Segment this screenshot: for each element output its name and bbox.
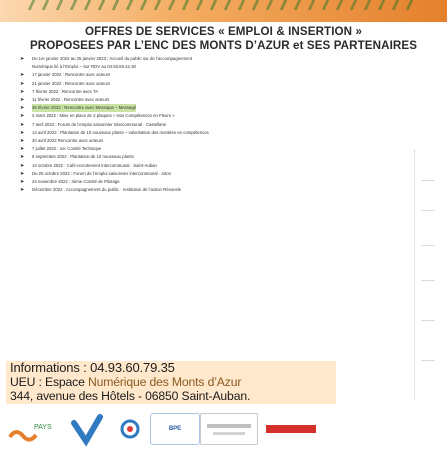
agenda-item-text: 2 mars 2022 : Mise en place de 2 plaques « Nos Compétences en Fleurs » <box>32 113 175 119</box>
agenda-item <box>20 145 412 153</box>
arrow-bullet-icon: ➤ <box>20 162 25 169</box>
blue-logo-label: BPE <box>168 426 182 432</box>
arrow-bullet-icon: ➤ <box>20 105 25 112</box>
arrow-bullet-icon: ➤ <box>20 187 25 194</box>
pays-logo-label: PAYS <box>34 424 52 431</box>
agenda-item <box>20 88 412 96</box>
agenda-list <box>20 55 412 194</box>
arrow-bullet-icon: ➤ <box>20 113 25 120</box>
contact-address-line-1 <box>6 375 336 389</box>
agenda-item <box>20 96 412 104</box>
agenda-item-text: 9 septembre 2022 : Plantation de 10 nouveaux plants <box>32 154 134 160</box>
agenda-item <box>20 121 412 129</box>
agenda-item-text: 13 octobre 2022 : Café-recrutement intercommunal · Saint-Auban <box>32 162 157 168</box>
agenda-item-text: 7 avril 2022 : Forum de l’emploi saisonnier intercommunal · Castellane <box>32 121 167 127</box>
agenda-item-text: Décembre 2022 : Accompagnement du public · restitution de l’action Résonsle <box>32 187 182 193</box>
agenda-item <box>20 112 412 120</box>
emploi-logo <box>70 413 114 447</box>
agenda-item-text: Du 1er janvier 2022 au 25 janvier 2023 : Accueil du public sur de l’accompagnement <box>32 56 193 61</box>
agenda-item-text: 20 avril 2022 Rencontre avec acteurs <box>32 138 104 144</box>
arrow-bullet-icon: ➤ <box>20 88 25 95</box>
agenda-item-text: Du 25 octobre 2022 : Forum de l’emploi saisonnier intercommunal · Aiton <box>32 170 172 176</box>
agenda-item-text: 7 juillet 2022 : 1er Comité Technique <box>32 146 102 152</box>
contact-phone: Informations : 04.93.60.79.35 <box>10 360 175 375</box>
partner-logo <box>200 413 258 445</box>
arrow-bullet-icon: ➤ <box>20 179 25 186</box>
top-banner-decoration <box>0 0 447 22</box>
agenda-item-text: 7 février 2022 : Rencontre avec TA <box>32 88 99 94</box>
arrow-bullet-icon: ➤ <box>20 97 25 104</box>
agenda-item-text: 24 novembre 2022 : 4ème Comité de Pilotage <box>32 179 120 185</box>
arrow-bullet-icon: ➤ <box>20 170 25 177</box>
agenda-item-text: 25 février 2022 : Rencontre avec Messique – Messagé <box>32 104 136 112</box>
page-title-line-1: OFFRES DE SERVICES « EMPLOI & INSERTION » <box>84 25 363 38</box>
page-title-line-2: PROPOSEES PAR L’ENC DES MONTS D’AZUR et SES PARTENAIRES <box>29 39 418 52</box>
agenda-item <box>20 153 412 161</box>
agenda-item-text: 14 avril 2022 : Plantation de 10 nouveaux plants – valorisation des montées en compétences <box>32 129 209 135</box>
side-decoration <box>414 150 441 400</box>
address-prefix: UEU : Espace <box>10 375 88 390</box>
red-logo <box>262 413 320 443</box>
contact-address-line-2: 344, avenue des Hôtels - 06850 Saint-Auban. <box>10 389 251 404</box>
agenda-item <box>20 80 412 88</box>
arrow-bullet-icon: ➤ <box>20 80 25 87</box>
agenda-item <box>20 162 412 170</box>
partner-logos <box>0 410 447 447</box>
agenda-item-text: 11 février 2022 : Rencontre avec acteurs <box>32 97 110 103</box>
agenda-item <box>20 71 412 79</box>
agenda-item-subtext: Numérique lié à l’Emploi – Sur RDV au 04.93.60.42.30 <box>32 64 136 70</box>
agenda-item-text: 21 janvier 2022 : Rencontre avec acteurs <box>32 80 111 86</box>
contact-info-box <box>6 361 336 404</box>
arrow-bullet-icon: ➤ <box>20 138 25 145</box>
address-venue: Numérique des Monts d’Azur <box>87 375 242 390</box>
agenda-item <box>20 186 412 194</box>
agenda-item <box>20 137 412 145</box>
agenda-item <box>20 170 412 178</box>
agenda-item-text: 17 janvier 2022 : Rencontre avec acteurs <box>32 72 111 78</box>
agenda-item <box>20 178 412 186</box>
blue-logo <box>150 413 200 445</box>
arrow-bullet-icon: ➤ <box>20 146 25 153</box>
agenda-item <box>20 55 412 63</box>
arrow-bullet-icon: ➤ <box>20 56 25 62</box>
arrow-bullet-icon: ➤ <box>20 129 25 136</box>
arrow-bullet-icon: ➤ <box>20 72 25 79</box>
agenda-item <box>20 104 412 112</box>
arrow-bullet-icon: ➤ <box>20 121 25 128</box>
pays-logo <box>6 413 66 447</box>
arrow-bullet-icon: ➤ <box>20 154 25 161</box>
agenda-item <box>20 129 412 137</box>
circle-logo <box>118 413 142 447</box>
